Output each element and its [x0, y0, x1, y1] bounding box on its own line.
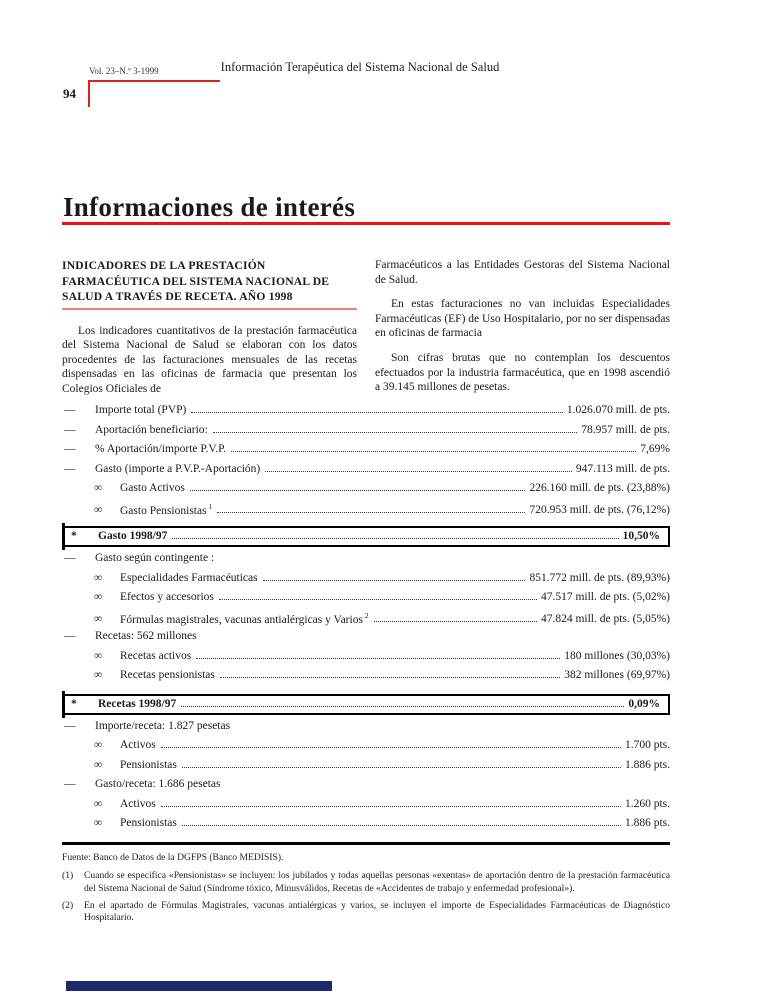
- infinity-bullet: ∞: [94, 613, 103, 626]
- footnote: [62, 900, 670, 925]
- summary-box-row: [62, 526, 670, 547]
- indicator-row: [62, 482, 670, 502]
- indicator-value: 1.700 pts.: [624, 739, 670, 751]
- dash-bullet: —: [64, 462, 76, 475]
- dash-bullet: —: [64, 719, 76, 732]
- indicator-row: [62, 630, 670, 650]
- infinity-bullet: ∞: [94, 797, 103, 810]
- footnote-text: Cuando se especifica «Pensionistas» se incluyen: los jubilados y todas aquellas personas «exentas» de aportación dentro de la prestación farmacéutica del Sistema Nacional de Salud (Síndrome tóxico, Minusválidos, Recetas de «Accidentes de trabajo y enfermedad profesional»).: [84, 870, 670, 894]
- dot-leader: [190, 490, 526, 491]
- dot-leader: [182, 767, 621, 768]
- star-bullet: *: [71, 530, 77, 542]
- footnote-marker: (2): [62, 899, 74, 911]
- infinity-bullet: ∞: [94, 482, 103, 494]
- infinity-bullet: ∞: [94, 739, 103, 751]
- dot-leader: [172, 538, 618, 539]
- journal-title: Información Terapéutica del Sistema Nacional de Salud: [220, 60, 500, 74]
- volume-rule-vertical: [88, 80, 90, 107]
- section-heading: INDICADORES DE LA PRESTACIÓN FARMACÉUTICA DEL SISTEMA NACIONAL DE SALUD A TRAVÉS DE RECETA. AÑO 1998: [62, 258, 357, 310]
- indicator-value: 1.260 pts.: [624, 797, 670, 810]
- indicator-label: Fórmulas magistrales, vacunas antialérgicas y Varios $^2$: [120, 610, 369, 626]
- indicator-label: Pensionistas: [120, 817, 177, 829]
- indicator-row: [62, 817, 670, 837]
- article-paragraph: Los indicadores cuantitativos de la prestación farmacéutica del Sistema Nacional de Salud se elaboran con los datos procedentes de las facturaciones mensuales de las recetas dispensadas en las oficinas de farmacia que presentan los Colegios Oficiales de: [62, 324, 357, 395]
- dash-bullet: —: [64, 552, 76, 564]
- dot-leader: [213, 432, 577, 433]
- footer-decoration-bar: [66, 981, 332, 991]
- footer-rule: [62, 842, 670, 845]
- indicator-label: Gasto según contingente :: [95, 552, 215, 564]
- indicator-label: Gasto Pensionistas $^1$: [120, 501, 213, 517]
- footer: [62, 842, 670, 929]
- indicator-row: [62, 552, 670, 572]
- indicator-row: [62, 404, 670, 424]
- dot-leader: [181, 706, 624, 707]
- dash-bullet: —: [64, 443, 76, 455]
- dot-leader: [191, 412, 562, 413]
- indicator-row: [62, 720, 670, 740]
- indicator-row: [62, 611, 670, 631]
- indicator-value: 0,09%: [628, 697, 660, 710]
- indicator-value: 382 millones (69,97%): [564, 669, 670, 681]
- indicator-value: 47.824 mill. de pts. (5,05%): [540, 613, 670, 626]
- article-paragraph: En estas facturaciones no van incluidas Especialidades Farmacéuticas (EF) de Uso Hospitalario, por no ser dispensadas en oficinas de farmacia: [375, 298, 670, 340]
- dot-leader: [220, 677, 560, 678]
- indicator-row: [62, 502, 670, 522]
- indicator-row: [62, 650, 670, 670]
- indicator-row: [62, 759, 670, 779]
- indicator-label: Gasto 1998/97: [98, 530, 168, 542]
- indicator-label: Recetas: 562 millones: [95, 630, 197, 642]
- indicator-value: 78.957 mill. de pts.: [581, 423, 670, 436]
- footnote-reference: 2: [362, 610, 369, 620]
- dot-leader: [263, 580, 526, 581]
- indicator-label: Gasto/receta: 1.686 pesetas: [95, 778, 221, 790]
- indicator-value: 1.026.070 mill. de pts.: [566, 404, 670, 416]
- indicator-value: 1.886 pts.: [624, 817, 670, 829]
- dash-bullet: —: [64, 630, 76, 642]
- indicator-row: [62, 591, 670, 611]
- indicator-row: [62, 798, 670, 818]
- indicator-label: Efectos y accesorios: [120, 591, 214, 603]
- indicator-value: 7,69%: [640, 443, 670, 455]
- indicator-label: Recetas pensionistas: [120, 669, 215, 681]
- dot-leader: [196, 658, 560, 659]
- dash-bullet: —: [64, 404, 76, 416]
- footnote-text: En el apartado de Fórmulas Magistrales, vacunas antialérgicas y varios, se incluyen el importe de Especialidades Farmacéuticas de Diagnóstico Hospitalario.: [84, 899, 670, 924]
- dot-leader: [182, 825, 621, 826]
- dot-leader: [219, 599, 537, 600]
- indicator-label: Activos: [120, 739, 156, 751]
- article-left-column: [62, 258, 357, 406]
- footnote-marker: (1): [62, 870, 74, 882]
- article-paragraph: Son cifras brutas que no contemplan los descuentos efectuados por la industria farmacéutica, que en 1998 ascendió a 39.145 millones de pesetas.: [375, 351, 670, 394]
- indicator-value: 947.113 mill. de pts.: [575, 462, 670, 475]
- dot-leader: [231, 451, 636, 452]
- infinity-bullet: ∞: [94, 591, 103, 603]
- volume-label: Vol. 23–N.º 3-1999: [89, 66, 159, 76]
- indicator-value: 180 millones (30,03%): [564, 649, 670, 662]
- infinity-bullet: ∞: [94, 649, 103, 662]
- summary-box-row: [62, 694, 670, 715]
- indicator-row: [62, 443, 670, 463]
- infinity-bullet: ∞: [94, 504, 103, 517]
- indicator-value: 720.953 mill. de pts. (76,12%): [529, 504, 670, 517]
- star-bullet: *: [71, 697, 77, 710]
- page-number: 94: [63, 86, 76, 101]
- infinity-bullet: ∞: [94, 817, 103, 829]
- indicator-value: 1.886 pts.: [624, 758, 670, 771]
- indicator-value: 10,50%: [622, 530, 660, 542]
- indicator-row: [62, 424, 670, 444]
- dot-leader: [265, 471, 572, 472]
- indicator-label: Recetas 1998/97: [98, 697, 177, 710]
- indicator-value: 226.160 mill. de pts. (23,88%): [529, 482, 670, 494]
- article-paragraph: Farmacéuticos a las Entidades Gestoras del Sistema Nacional de Salud.: [375, 259, 670, 286]
- dash-bullet: —: [64, 778, 76, 790]
- dot-leader: [374, 621, 537, 622]
- volume-rule-horizontal: [88, 80, 220, 82]
- indicator-label: Activos: [120, 797, 156, 810]
- infinity-bullet: ∞: [94, 571, 103, 584]
- indicator-row: [62, 778, 670, 798]
- indicator-label: Importe/receta: 1.827 pesetas: [95, 719, 231, 732]
- indicator-label: Gasto Activos: [120, 482, 185, 494]
- infinity-bullet: ∞: [94, 758, 103, 771]
- source-line: Fuente: Banco de Datos de la DGFPS (Banco MEDISIS).: [62, 852, 284, 863]
- indicator-label: Gasto (importe a P.V.P.-Aportación): [95, 462, 261, 475]
- indicator-value: 47.517 mill. de pts. (5,02%): [540, 591, 670, 603]
- indicator-label: Importe total (PVP): [95, 404, 187, 416]
- footnote: [62, 870, 670, 895]
- indicator-label: Pensionistas: [120, 758, 177, 771]
- article-columns: [62, 258, 670, 406]
- infinity-bullet: ∞: [94, 669, 103, 681]
- indicator-label: Especialidades Farmacéuticas: [120, 571, 258, 584]
- indicator-value: 851.772 mill. de pts. (89,93%): [529, 571, 670, 584]
- footnote-reference: 1: [206, 501, 213, 511]
- dot-leader: [217, 512, 525, 513]
- indicator-list: [62, 404, 670, 837]
- indicator-row: [62, 739, 670, 759]
- indicator-row: [62, 669, 670, 689]
- indicator-label: % Aportación/importe P.V.P.: [95, 443, 227, 455]
- indicator-label: Recetas activos: [120, 649, 192, 662]
- title-rule: [62, 222, 670, 225]
- dot-leader: [161, 747, 621, 748]
- indicator-label: Aportación beneficiario:: [95, 423, 208, 436]
- dot-leader: [161, 806, 621, 807]
- dash-bullet: —: [64, 423, 76, 436]
- indicator-row: [62, 572, 670, 592]
- article-right-column: [375, 258, 670, 406]
- indicator-row: [62, 463, 670, 483]
- page-title: Informaciones de interés: [63, 192, 356, 223]
